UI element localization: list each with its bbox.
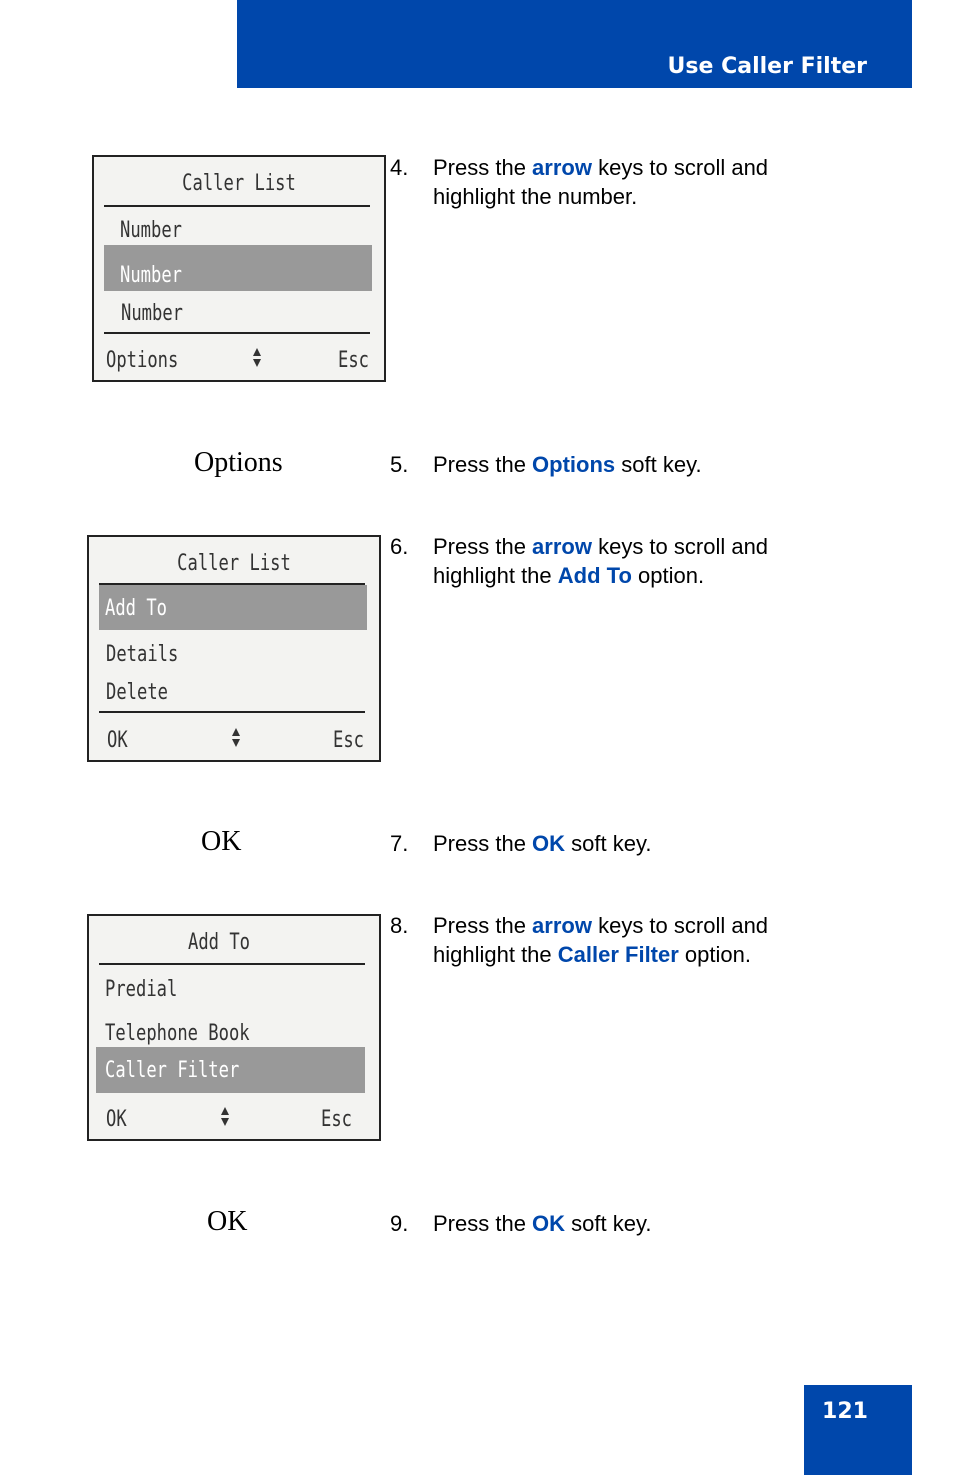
softkey-label-left: OK — [107, 728, 128, 753]
screen-title: Caller List — [182, 171, 296, 196]
keyword: OK — [532, 831, 566, 856]
step-number: 9. — [390, 1211, 409, 1236]
keyword: arrow — [532, 534, 592, 559]
highlighted-list-row[interactable] — [99, 585, 367, 630]
screen-title: Add To — [187, 930, 250, 955]
keyword: arrow — [532, 155, 592, 180]
softkey-label-right: Esc — [338, 348, 370, 373]
softkey-label-right: Esc — [333, 728, 365, 753]
softkey-label-right: Esc — [321, 1107, 353, 1132]
softkey-options-label: Options — [194, 447, 283, 478]
softkey-label-left: Options — [106, 348, 179, 373]
scroll-arrows-icon — [232, 728, 242, 747]
step-number: 6. — [390, 534, 409, 559]
screen-divider — [104, 332, 370, 334]
phone-screen-caller-list-options — [87, 535, 381, 762]
list-item[interactable]: Details — [106, 642, 179, 667]
step-instruction: Press the OK soft key. — [433, 831, 652, 856]
list-item[interactable]: Delete — [106, 680, 168, 705]
keyword: OK — [532, 1211, 566, 1236]
scroll-arrows-icon — [253, 348, 263, 367]
list-item[interactable]: Number — [120, 218, 182, 243]
step-number: 8. — [390, 913, 409, 938]
scroll-arrows-icon — [221, 1107, 231, 1126]
step-instruction: Press the arrow keys to scroll and highlight the number. — [433, 155, 769, 209]
softkey-ok-label: OK — [201, 826, 242, 857]
phone-screen-add-to — [87, 914, 381, 1141]
header-bar — [237, 0, 912, 88]
screen-divider — [99, 963, 365, 965]
screen-title: Caller List — [177, 551, 291, 576]
list-item-highlighted: Add To — [105, 596, 167, 621]
keyword: Options — [532, 452, 616, 477]
page-number: 121 — [822, 1399, 868, 1424]
step-instruction: Press the OK soft key. — [433, 1211, 652, 1236]
step-number: 4. — [390, 155, 409, 180]
screen-divider — [99, 711, 365, 713]
softkey-label-left: OK — [106, 1107, 127, 1132]
list-item-highlighted: Caller Filter — [105, 1058, 240, 1083]
highlighted-list-row[interactable] — [96, 1047, 365, 1093]
keyword: Caller Filter — [557, 942, 679, 967]
list-item-highlighted: Number — [120, 263, 182, 288]
step-number: 5. — [390, 452, 409, 477]
page-number-box — [804, 1385, 912, 1475]
list-item[interactable]: Telephone Book — [105, 1021, 250, 1046]
screen-divider — [104, 205, 370, 207]
softkey-ok-label: OK — [207, 1206, 248, 1237]
list-item[interactable]: Number — [121, 301, 183, 326]
keyword: Add To — [557, 563, 632, 588]
step-instruction: Press the Options soft key. — [433, 452, 702, 477]
keyword: arrow — [532, 913, 592, 938]
step-instruction: Press the arrow keys to scroll and highlight the Add To option. — [433, 534, 769, 588]
step-instruction: Press the arrow keys to scroll and highlight the Caller Filter option. — [433, 913, 769, 967]
header-title: Use Caller Filter — [667, 54, 867, 79]
list-item[interactable]: Predial — [105, 977, 178, 1002]
highlighted-list-row[interactable] — [104, 245, 372, 291]
phone-screen-caller-list-numbers — [92, 155, 386, 382]
step-number: 7. — [390, 831, 409, 856]
